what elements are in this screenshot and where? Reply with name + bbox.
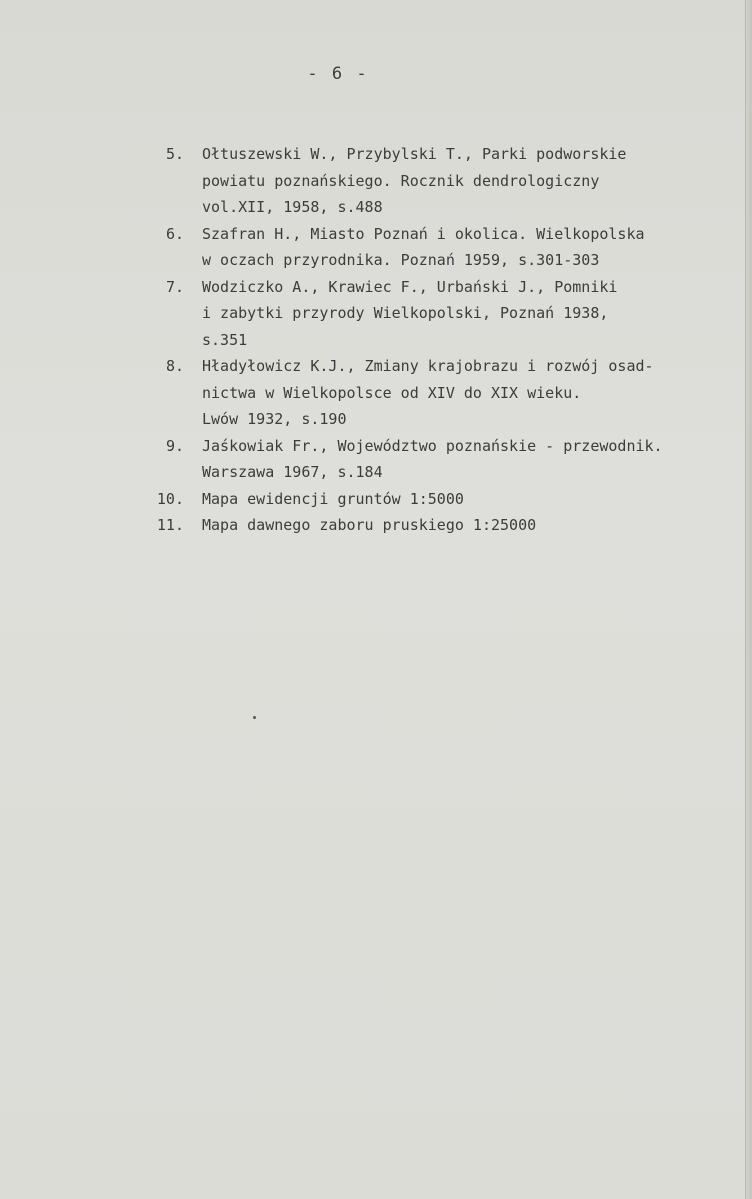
reference-number: 10. bbox=[156, 489, 184, 508]
reference-item bbox=[150, 486, 746, 513]
reference-line: i zabytki przyrody Wielkopolski, Poznań 1938, bbox=[202, 304, 609, 322]
reference-line: Mapa ewidencji gruntów 1:5000 bbox=[202, 489, 464, 508]
reference-number: 5. bbox=[165, 145, 184, 163]
reference-number: 7. bbox=[165, 277, 184, 296]
reference-list bbox=[150, 141, 746, 539]
reference-line: Jaśkowiak Fr., Województwo poznańskie - przewodnik. bbox=[202, 436, 663, 455]
reference-line: Wodziczko A., Krawiec F., Urbański J., Pomniki bbox=[202, 277, 618, 296]
page-number: - 6 - bbox=[307, 64, 369, 84]
reference-line: s.351 bbox=[202, 330, 248, 349]
reference-line: Hładyłowicz K.J., Zmiany krajobrazu i rozwój osad- bbox=[202, 357, 654, 375]
reference-line: Warszawa 1967, s.184 bbox=[202, 463, 383, 481]
reference-line: vol.XII, 1958, s.488 bbox=[202, 198, 383, 216]
reference-line: powiatu poznańskiego. Rocznik dendrologiczny bbox=[202, 171, 600, 190]
reference-number: 6. bbox=[165, 224, 184, 243]
reference-item bbox=[150, 141, 746, 221]
reference-number: 8. bbox=[165, 357, 184, 375]
reference-item bbox=[150, 274, 746, 354]
reference-item bbox=[150, 353, 746, 433]
paper-speck bbox=[253, 716, 256, 719]
reference-number: 11. bbox=[156, 516, 184, 534]
page-edge bbox=[745, 0, 752, 1199]
reference-item bbox=[150, 221, 746, 274]
reference-item bbox=[150, 433, 746, 486]
reference-line: Ołtuszewski W., Przybylski T., Parki podworskie bbox=[202, 145, 627, 163]
reference-line: Mapa dawnego zaboru pruskiego 1:25000 bbox=[202, 516, 537, 534]
reference-line: Szafran H., Miasto Poznań i okolica. Wielkopolska bbox=[202, 224, 645, 243]
reference-line: Lwów 1932, s.190 bbox=[202, 410, 347, 428]
reference-line: w oczach przyrodnika. Poznań 1959, s.301-303 bbox=[202, 251, 600, 269]
reference-item bbox=[150, 512, 746, 539]
reference-line: nictwa w Wielkopolsce od XIV do XIX wieku. bbox=[202, 383, 582, 402]
reference-number: 9. bbox=[165, 436, 184, 455]
